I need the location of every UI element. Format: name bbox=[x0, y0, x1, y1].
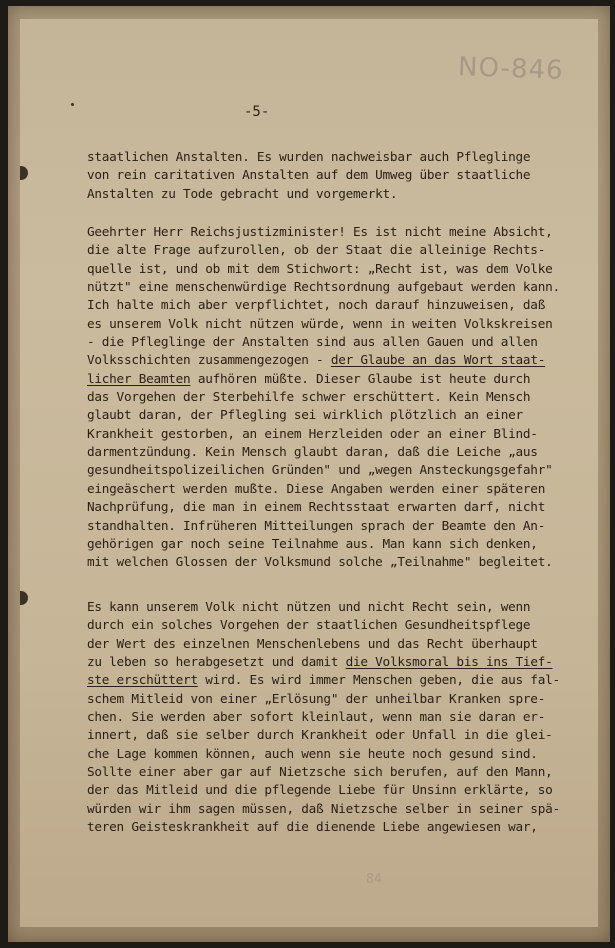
text-line: der Wert des einzelnen Menschenlebens und das Recht überhaupt bbox=[87, 635, 538, 651]
text-line: staatlichen Anstalten. Es wurden nachweisbar auch Pfleglinge bbox=[87, 149, 531, 164]
text-line: glaubt daran, der Pflegling sei wirklich plötzlich an einer bbox=[87, 407, 523, 423]
text-line bbox=[87, 653, 577, 671]
text-line: würden wir ihm sagen müssen, daß Nietzsche selber in seiner spä- bbox=[87, 800, 560, 816]
text-line: - die Pfleglinge der Anstalten sind aus allen Gauen und allen bbox=[87, 334, 538, 350]
page-number: -5- bbox=[244, 104, 270, 120]
text-line: darmentzündung. Kein Mensch glaubt daran, daß die Leiche „aus bbox=[87, 444, 538, 460]
underlined-text: der Glaube an das Wort staat- bbox=[330, 352, 546, 368]
text-line bbox=[87, 351, 577, 369]
text-line: Anstalten zu Tode gebracht und vorgemerkt. bbox=[87, 185, 398, 201]
speck bbox=[71, 103, 74, 106]
text-line: gehörigen gar noch seine Teilnahme aus. Man kann sich denken, bbox=[87, 535, 538, 551]
text-line: die alte Frage aufzurollen, ob der Staat die alleinige Rechts- bbox=[87, 242, 546, 258]
text-line: gesundheitspolizeilichen Gründen" und „wegen Ansteckungsgefahr" bbox=[87, 462, 553, 478]
text-line: Nachprüfung, die man in einem Rechtsstaat erwarten darf, nicht bbox=[87, 499, 546, 515]
text-line: von rein caritativen Anstalten auf dem Umweg über staatliche bbox=[87, 167, 531, 183]
text-line bbox=[87, 370, 577, 388]
underlined-text: ste erschüttert bbox=[87, 672, 198, 688]
text-line: es unserem Volk nicht nützen würde, wenn in weiten Volkskreisen bbox=[87, 315, 553, 331]
text-line: der das Mitleid und die pflegende Liebe für Unsinn erklärte, so bbox=[87, 782, 553, 798]
faint-footer-mark: 84 bbox=[366, 872, 382, 887]
text-line: standhalten. Infrüheren Mitteilungen sprach der Beamte den An- bbox=[87, 517, 546, 533]
paragraph-volksmoral bbox=[87, 598, 577, 836]
underlined-text: licher Beamten bbox=[87, 370, 191, 386]
text-line: mit welchen Glossen der Volksmund solche „Teilnahme" begleitet. bbox=[87, 554, 553, 570]
text-line: Sollte einer aber gar auf Nietzsche sich berufen, auf den Mann, bbox=[87, 764, 553, 780]
text-line: durch ein solches Vorgehen der staatlichen Gesundheitspflege bbox=[87, 617, 531, 633]
text-line: Krankheit gestorben, an einem Herzleiden oder an einer Blind- bbox=[87, 425, 538, 441]
text-line: Ich halte mich aber verpflichtet, noch darauf hinzuweisen, daß bbox=[87, 297, 546, 313]
text-line: chen. Sie werden aber sofort kleinlaut, wenn man sie daran er- bbox=[87, 709, 546, 725]
text-segment: wird. Es wird immer Menschen geben, die aus fal- bbox=[197, 672, 560, 688]
punch-hole bbox=[20, 591, 28, 605]
text-line: che Lage kommen können, auch wenn sie heute noch gesund sind. bbox=[87, 745, 538, 761]
text-line: schem Mitleid von einer „Erlösung" der unheilbar Kranken spre- bbox=[87, 690, 546, 706]
archive-number-stamp: NO-846 bbox=[457, 52, 565, 86]
text-line: innert, daß sie selber durch Krankheit oder Unfall in die glei- bbox=[87, 727, 553, 743]
text-line bbox=[87, 671, 577, 689]
underlined-text: die Volksmoral bis ins Tief- bbox=[345, 654, 553, 670]
text-segment: zu leben so herabgesetzt und damit bbox=[87, 654, 346, 670]
text-line: Geehrter Herr Reichsjustizminister! Es ist nicht meine Absicht, bbox=[87, 224, 553, 239]
paragraph-continuation bbox=[87, 148, 577, 203]
punch-hole bbox=[20, 166, 28, 180]
text-segment: Volksschichten zusammengezogen - bbox=[87, 352, 331, 368]
text-line: eingeäschert werden mußte. Diese Angaben werden einer späteren bbox=[87, 480, 546, 496]
paragraph-address bbox=[87, 223, 577, 572]
text-line: teren Geisteskrankheit auf die dienende Liebe angewiesen war, bbox=[87, 819, 538, 835]
text-line: quelle ist, und ob mit dem Stichwort: „Recht ist, was dem Volke bbox=[87, 260, 553, 276]
text-line: das Vorgehen der Sterbehilfe schwer erschüttert. Kein Mensch bbox=[87, 389, 531, 405]
text-line: nützt" eine menschenwürdige Rechtsordnung aufgebaut werden kann. bbox=[87, 279, 560, 295]
text-line: Es kann unserem Volk nicht nützen und nicht Recht sein, wenn bbox=[87, 599, 531, 614]
text-segment: aufhören müßte. Dieser Glaube ist heute durch bbox=[190, 370, 531, 386]
